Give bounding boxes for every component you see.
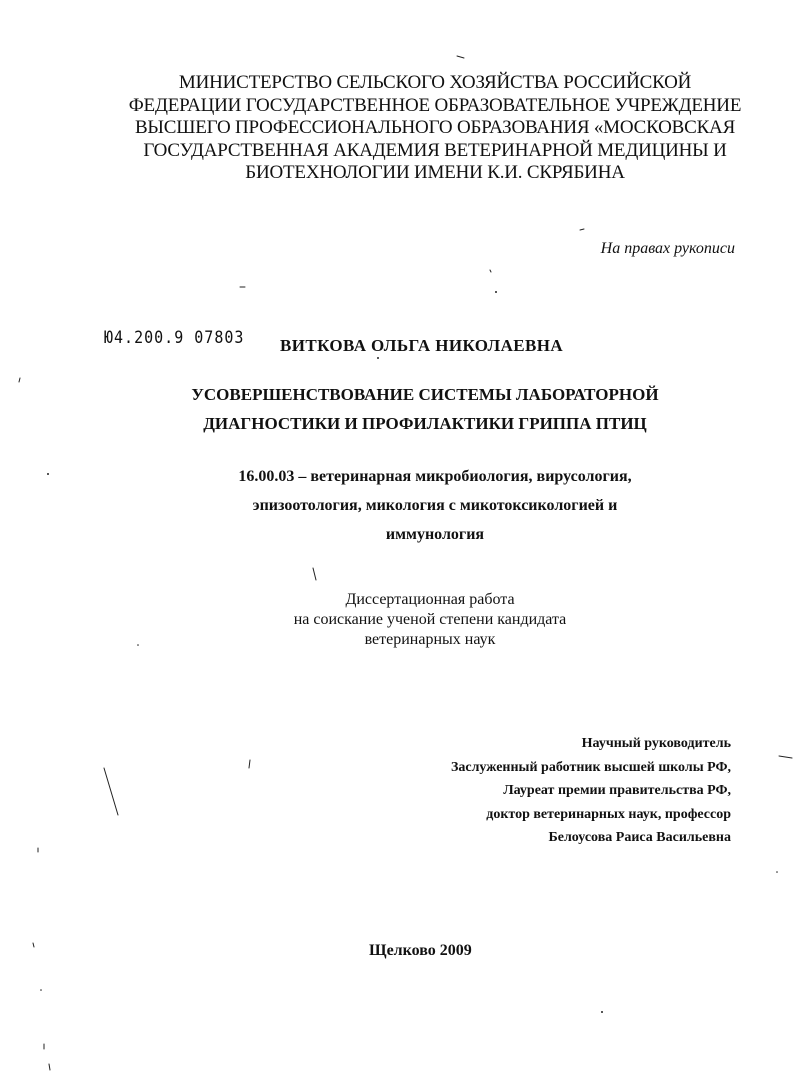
- supervisor-line: Белоусова Раиса Васильевна: [548, 830, 731, 845]
- dissertation-line: на соискание ученой степени кандидата: [293, 611, 567, 628]
- ministry-line: МИНИСТЕРСТВО СЕЛЬСКОГО ХОЗЯЙСТВА РОССИЙСКОЙ: [178, 72, 692, 93]
- supervisor-line: Научный руководитель: [581, 736, 731, 751]
- specialty-line: эпизоотология, микология с микотоксикологией и: [252, 497, 618, 514]
- ministry-header: [100, 72, 770, 185]
- scan-speck: [495, 291, 497, 293]
- city-year: Щелково 2009: [369, 942, 472, 959]
- dissertation-title: [130, 380, 720, 438]
- title-line: ДИАГНОСТИКИ И ПРОФИЛАКТИКИ ГРИППА ПТИЦ: [203, 414, 647, 433]
- scan-speck: [19, 378, 20, 382]
- supervisor-line: Лауреат премии правительства РФ,: [503, 783, 731, 798]
- scan-speck: [457, 56, 464, 58]
- supervisor-block: [451, 732, 731, 850]
- scan-speck: [377, 357, 379, 359]
- supervisor-line: Заслуженный работник высшей школы РФ,: [450, 759, 731, 775]
- ministry-line: БИОТЕХНОЛОГИИ ИМЕНИ К.И. СКРЯБИНА: [245, 162, 625, 183]
- supervisor-line: доктор ветеринарных наук, профессор: [486, 806, 731, 822]
- scan-speck: [580, 229, 584, 230]
- scan-speck: [33, 943, 34, 947]
- scan-speck: [776, 871, 778, 873]
- scan-speck: [601, 1011, 603, 1013]
- title-line: УСОВЕРШЕНСТВОВАНИЕ СИСТЕМЫ ЛАБОРАТОРНОЙ: [191, 385, 659, 404]
- dissertation-line: Диссертационная работа: [345, 591, 515, 608]
- scan-speck: [490, 270, 491, 272]
- dissertation-line: ветеринарных наук: [364, 631, 496, 648]
- author-name: ВИТКОВА ОЛЬГА НИКОЛАЕВНА: [280, 336, 564, 355]
- ministry-line: ФЕДЕРАЦИИ ГОСУДАРСТВЕННОЕ ОБРАЗОВАТЕЛЬНОЕ УЧРЕЖДЕНИЕ: [128, 94, 742, 116]
- scan-stroke: [104, 768, 118, 815]
- specialty-line: иммунология: [385, 526, 485, 543]
- scan-speck: [779, 756, 792, 758]
- scan-speck: [40, 989, 42, 991]
- ministry-line: ВЫСШЕГО ПРОФЕССИОНАЛЬНОГО ОБРАЗОВАНИЯ «МОСКОВСКАЯ: [134, 117, 736, 138]
- scan-speck: [137, 644, 139, 646]
- scan-stroke: [313, 568, 316, 580]
- specialty-line: 16.00.03 – ветеринарная микробиология, вирусология,: [238, 468, 632, 485]
- manuscript-note: На правах рукописи: [600, 240, 735, 257]
- scan-speck: [49, 1064, 50, 1070]
- scan-speck: [47, 473, 49, 475]
- dissertation-type: [230, 590, 630, 650]
- ministry-line: ГОСУДАРСТВЕННАЯ АКАДЕМИЯ ВЕТЕРИНАРНОЙ МЕДИЦИНЫ И: [143, 139, 727, 161]
- scan-speck: [249, 760, 250, 768]
- archive-stamp: Ю4.200.9 07803: [104, 327, 245, 348]
- specialty-code: [130, 462, 740, 549]
